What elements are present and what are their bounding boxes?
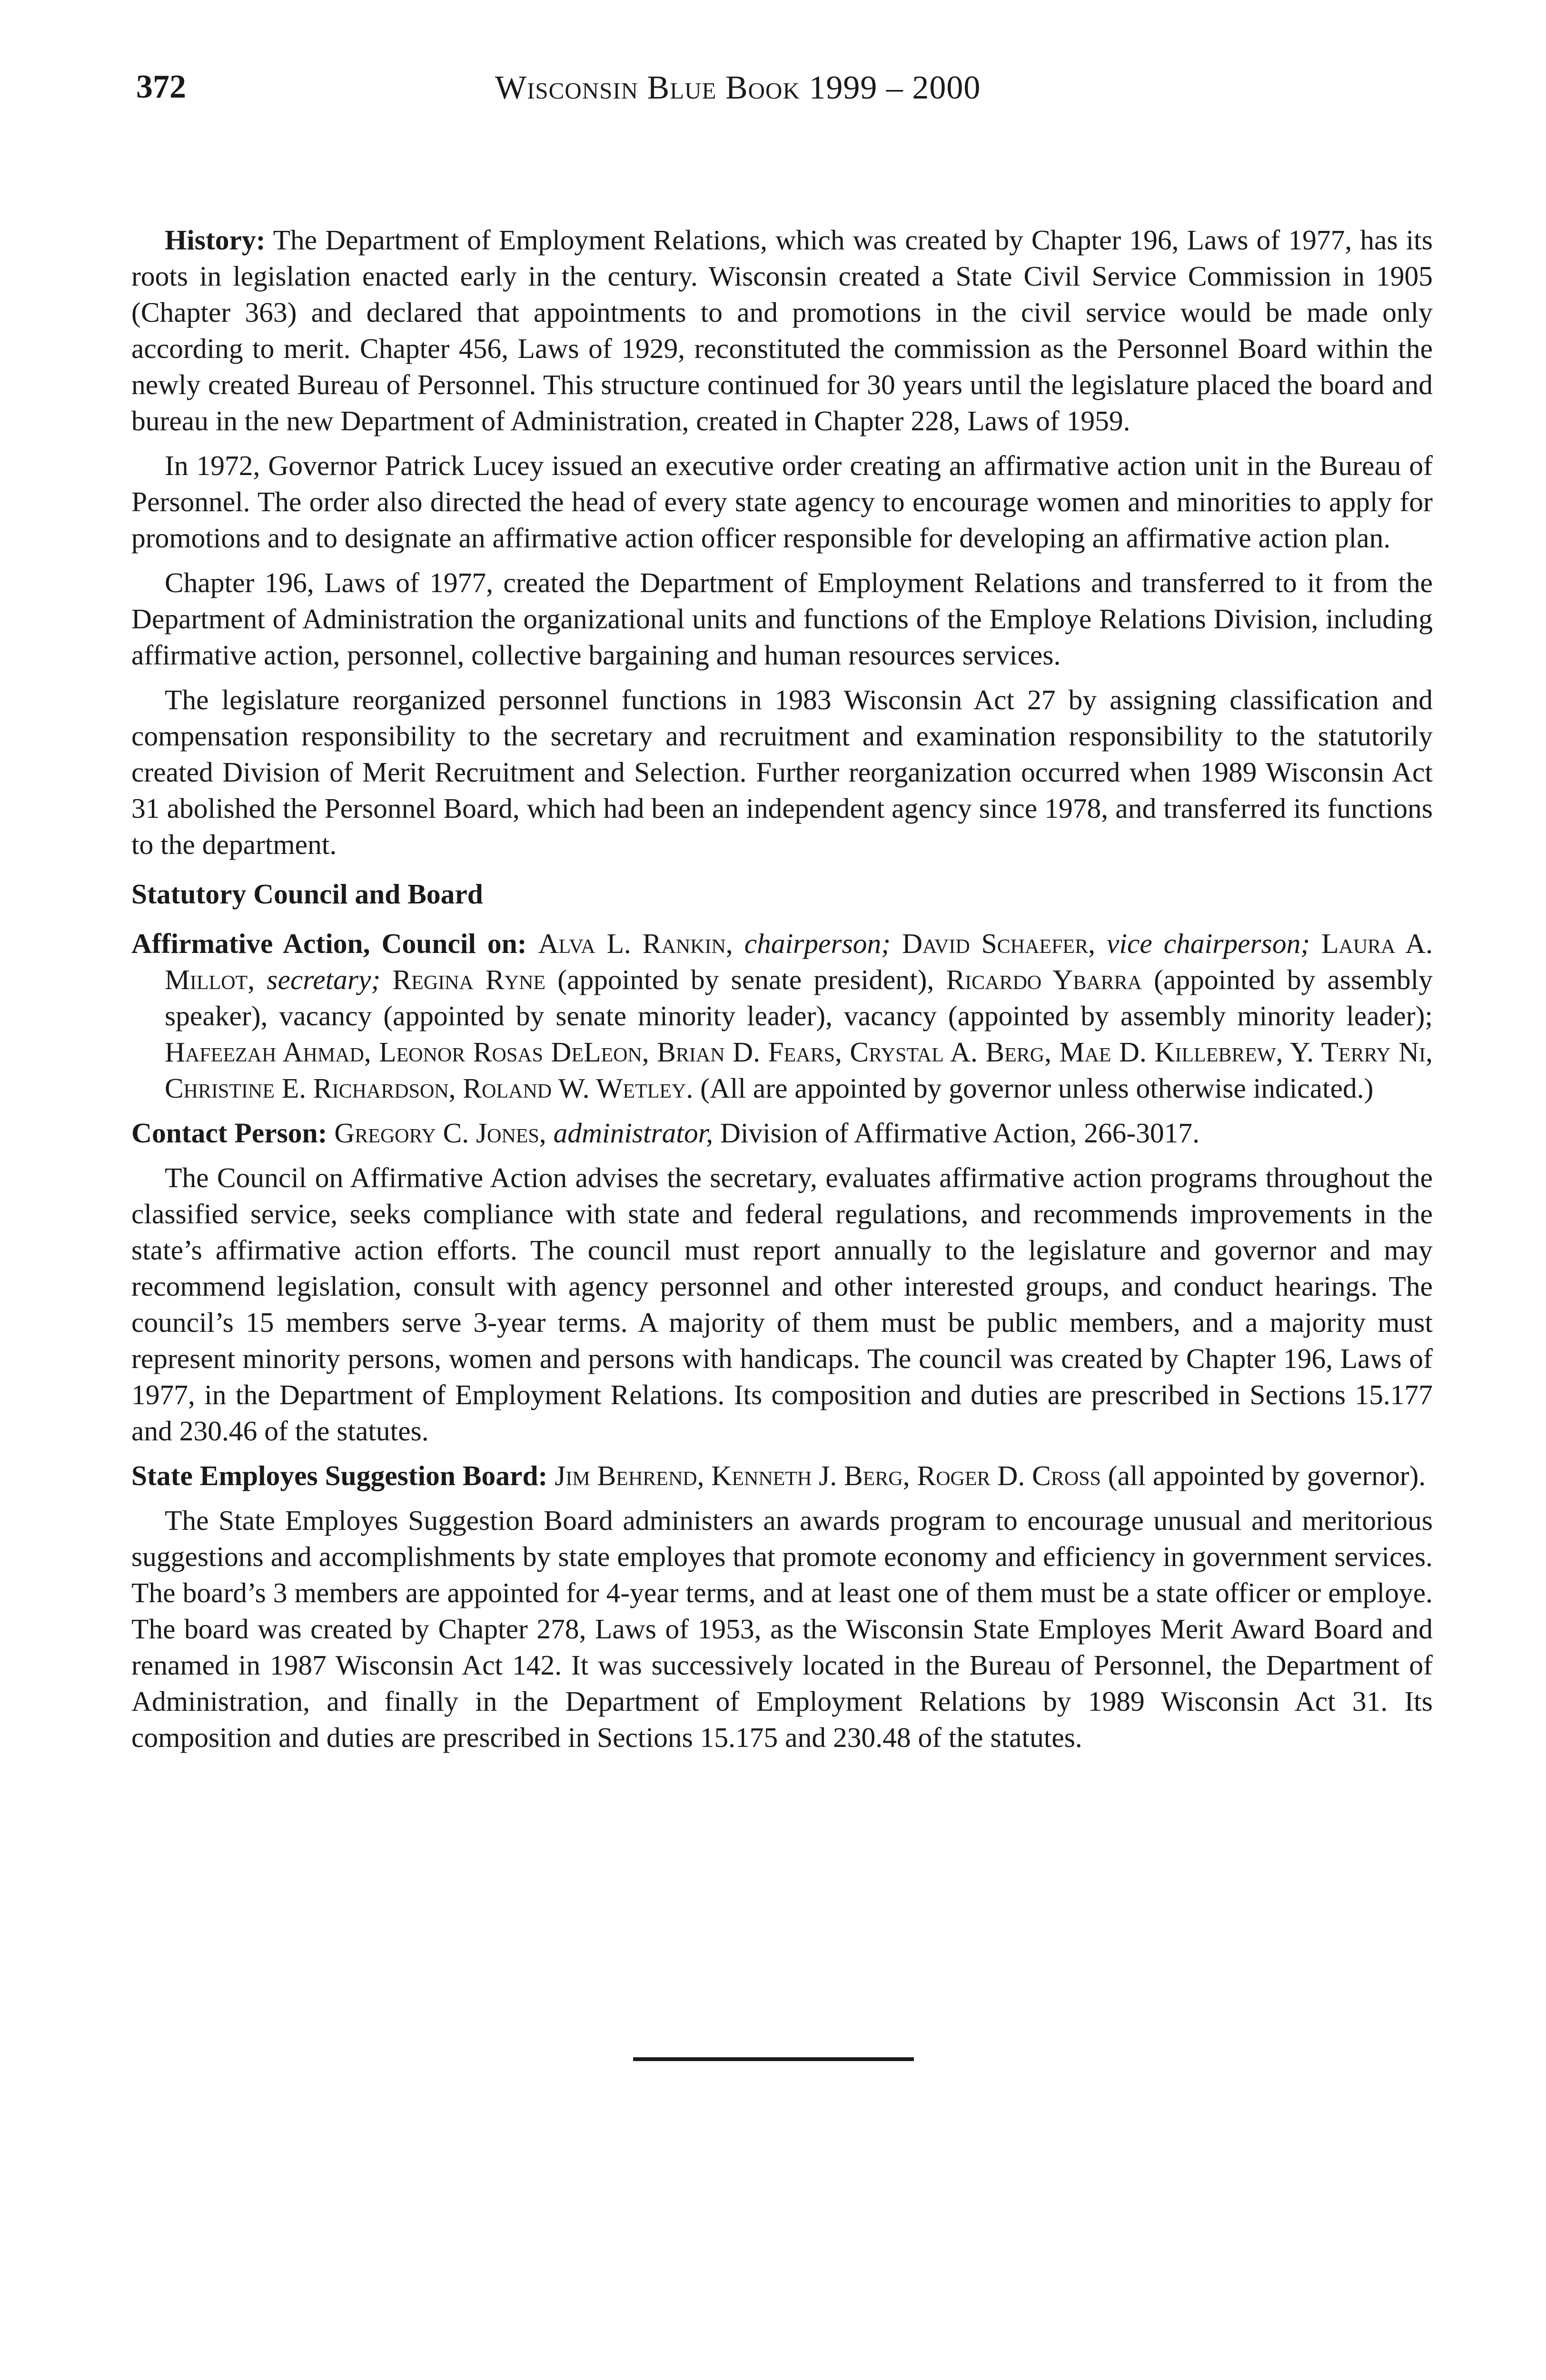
section-end-rule <box>633 2057 914 2061</box>
council-appointee-2-note: (appointed by assembly speaker), vacancy (appointed by senate minority leader), vacancy (appointed by assembly minority leader); <box>165 964 1433 1031</box>
page-content <box>131 222 1433 1764</box>
history-paragraph-2: In 1972, Governor Patrick Lucey issued an executive order creating an affirmative action unit in the Bureau of Personnel. The order also directed the head of every state agency to encourage women and minorities to apply for promotions and to designate an affirmative action officer responsible for developing an affirmative action plan. <box>131 450 1433 554</box>
council-appointee-1-name: Regina Ryne <box>392 964 546 995</box>
council-appointment-note: (All are appointed by governor unless otherwise indicated.) <box>700 1072 1374 1104</box>
council-members: Hafeezah Ahmad, Leonor Rosas DeLeon, Brian D. Fears, Crystal A. Berg, Mae D. Killebrew, Y. Terry Ni, Christine E. Richardson, Roland W. Wetley. <box>165 1036 1433 1104</box>
suggestion-board-description: The State Employes Suggestion Board administers an awards program to encourage unusual and meritorious suggestions and accomplishments by state employes that promote economy and efficiency in government services. The board’s 3 members are appointed for 4-year terms, and at least one of them must be a state officer or employe. The board was created by Chapter 278, Laws of 1953, as the Wisconsin State Employes Merit Award Board and renamed in 1987 Wisconsin Act 142. It was successively located in the Bureau of Personnel, the Department of Administration, and finally in the Department of Employment Relations by 1989 Wisconsin Act 31. Its composition and duties are prescribed in Sections 15.175 and 230.48 of the statutes. <box>131 1505 1433 1753</box>
council-appointee-2-name: Ricardo Ybarra <box>946 964 1142 995</box>
history-paragraph-4: The legislature reorganized personnel functions in 1983 Wisconsin Act 27 by assigning classification and compensation responsibility to the secretary and recruitment and examination responsibility to the statutorily created Division of Merit Recruitment and Selection. Further reorganization occurred when 1989 Wisconsin Act 31 abolished the Personnel Board, which had been an independent agency since 1978, and transferred its functions to the department. <box>131 684 1433 860</box>
contact-detail: Division of Affirmative Action, 266-3017. <box>720 1117 1200 1149</box>
contact-role: administrator, <box>553 1117 714 1149</box>
council-membership <box>131 925 1433 1106</box>
council-vice-chair-name: David Schaefer, <box>902 928 1095 959</box>
history-text-1: The Department of Employment Relations, which was created by Chapter 196, Laws of 1977, has its roots in legislation enacted early in the century. Wisconsin created a State Civil Service Commission in 1905 (Chapter 363) and declared that appointments to and promotions in the civil service would be made only according to merit. Chapter 456, Laws of 1929, reconstituted the commission as the Personnel Board within the newly created Bureau of Personnel. This structure continued for 30 years until the legislature placed the board and bureau in the new Department of Administration, created in Chapter 228, Laws of 1959. <box>131 224 1433 436</box>
history-label: History: <box>165 224 266 256</box>
contact-label: Contact Person: <box>131 1117 327 1149</box>
council-chair-role: chairperson; <box>744 928 891 959</box>
history-paragraph-1 <box>131 222 1433 439</box>
council-appointee-1-note: (appointed by senate president), <box>557 964 934 995</box>
history-paragraph-3: Chapter 196, Laws of 1977, created the Department of Employment Relations and transferred to it from the Department of Administration the organizational units and functions of the Employe Relations Division, including affirmative action, personnel, collective bargaining and human resources services. <box>131 567 1433 671</box>
page-number: 372 <box>136 69 186 105</box>
suggestion-board-membership <box>131 1458 1433 1494</box>
council-label: Affirmative Action, Council on: <box>131 928 527 959</box>
suggestion-board-note: (all appointed by governor). <box>1108 1460 1426 1491</box>
council-secretary-role: secretary; <box>267 964 381 995</box>
contact-name: Gregory C. Jones, <box>334 1117 546 1149</box>
running-head: Wisconsin Blue Book 1999 – 2000 <box>495 69 981 106</box>
council-vice-chair-role: vice chairperson; <box>1107 928 1310 959</box>
section-heading: Statutory Council and Board <box>131 878 483 910</box>
suggestion-board-members: Jim Behrend, Kenneth J. Berg, Roger D. Cross <box>555 1460 1101 1491</box>
council-description: The Council on Affirmative Action advises the secretary, evaluates affirmative action programs throughout the classified service, seeks compliance with state and federal regulations, and recommends improvements in the state’s affirmative action efforts. The council must report annually to the legislature and governor and may recommend legislation, consult with agency personnel and other interested groups, and conduct hearings. The council’s 15 members serve 3-year terms. A majority of them must be public members, and a majority must represent minority persons, women and persons with handicaps. The council was created by Chapter 196, Laws of 1977, in the Department of Employment Relations. Its composition and duties are prescribed in Sections 15.177 and 230.46 of the statutes. <box>131 1162 1433 1447</box>
council-secretary-name: Laura A. Millot, <box>165 928 1433 995</box>
council-chair-name: Alva L. Rankin, <box>538 928 733 959</box>
council-contact <box>131 1115 1433 1151</box>
suggestion-board-label: State Employes Suggestion Board: <box>131 1460 548 1491</box>
